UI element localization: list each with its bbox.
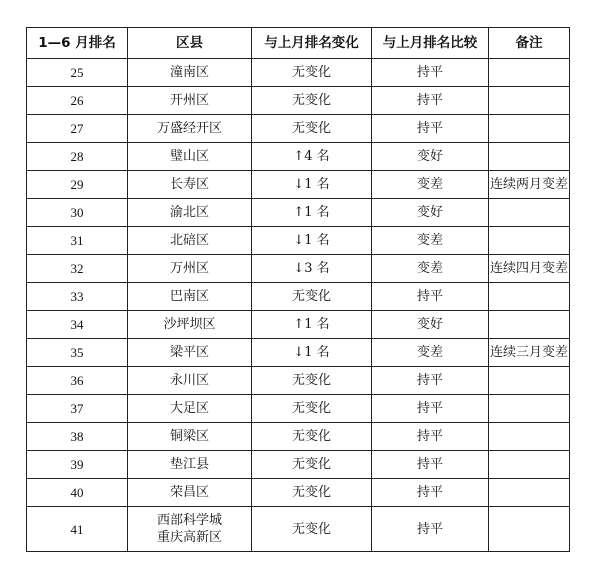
table-row <box>27 59 570 87</box>
rank-compare-cell: 变好 <box>372 143 489 171</box>
district-name: 潼南区 <box>169 65 209 80</box>
rank-compare-cell: 持平 <box>372 395 489 423</box>
rank-change-cell: 无变化 <box>252 395 372 423</box>
note-cell <box>489 283 570 311</box>
rank-compare-cell: 持平 <box>372 367 489 395</box>
table-row <box>27 255 570 283</box>
district-name: 永川区 <box>169 373 209 388</box>
rank-change-cell: 无变化 <box>252 115 372 143</box>
rank-compare-cell: 持平 <box>372 59 489 87</box>
table-body <box>27 59 570 552</box>
rank-cell: 25 <box>27 59 128 87</box>
note-cell: 连续四月变差 <box>489 255 570 283</box>
note-cell <box>489 367 570 395</box>
header-rank: 1—6 月排名 <box>27 28 128 59</box>
rank-cell: 27 <box>27 115 128 143</box>
note-cell <box>489 479 570 507</box>
rank-cell: 41 <box>27 507 128 552</box>
rank-cell: 40 <box>27 479 128 507</box>
note-cell <box>489 143 570 171</box>
rank-compare-cell: 变好 <box>372 311 489 339</box>
rank-cell: 31 <box>27 227 128 255</box>
header-rank-compare: 与上月排名比较 <box>372 28 489 59</box>
rank-change-cell: 无变化 <box>252 479 372 507</box>
district-name: 璧山区 <box>169 149 209 164</box>
rank-cell: 29 <box>27 171 128 199</box>
rank-compare-cell: 持平 <box>372 423 489 451</box>
district-cell <box>128 227 252 255</box>
rank-change-cell: 无变化 <box>252 423 372 451</box>
note-cell <box>489 199 570 227</box>
district-cell <box>128 479 252 507</box>
note-cell <box>489 507 570 552</box>
table-row <box>27 115 570 143</box>
rank-change-cell: 无变化 <box>252 507 372 552</box>
rank-compare-cell: 变好 <box>372 199 489 227</box>
note-cell <box>489 423 570 451</box>
district-name: 沙坪坝区 <box>163 317 216 332</box>
rank-change-cell: 无变化 <box>252 87 372 115</box>
header-district: 区县 <box>128 28 252 59</box>
note-cell <box>489 227 570 255</box>
district-cell <box>128 283 252 311</box>
rank-cell: 37 <box>27 395 128 423</box>
district-cell <box>128 143 252 171</box>
district-cell <box>128 255 252 283</box>
district-cell <box>128 171 252 199</box>
district-name: 渝北区 <box>169 205 209 220</box>
district-cell <box>128 87 252 115</box>
district-name: 万盛经开区 <box>156 121 222 136</box>
note-cell <box>489 451 570 479</box>
rank-compare-cell: 持平 <box>372 115 489 143</box>
rank-compare-cell: 持平 <box>372 87 489 115</box>
rank-change-cell: ↓1 名 <box>252 227 372 255</box>
district-cell <box>128 115 252 143</box>
note-cell: 连续两月变差 <box>489 171 570 199</box>
rank-compare-cell: 持平 <box>372 451 489 479</box>
note-cell <box>489 311 570 339</box>
rank-compare-cell: 变差 <box>372 255 489 283</box>
rank-change-cell: 无变化 <box>252 283 372 311</box>
rank-cell: 36 <box>27 367 128 395</box>
table-row <box>27 395 570 423</box>
rank-change-cell: ↑4 名 <box>252 143 372 171</box>
table-header-row <box>27 28 570 59</box>
district-name: 西部科学城 <box>156 513 222 528</box>
district-cell <box>128 395 252 423</box>
table-row <box>27 423 570 451</box>
rank-compare-cell: 变差 <box>372 227 489 255</box>
note-cell <box>489 59 570 87</box>
rank-compare-cell: 变差 <box>372 171 489 199</box>
table-row <box>27 507 570 552</box>
district-name: 长寿区 <box>169 177 209 192</box>
district-cell <box>128 199 252 227</box>
district-name: 梁平区 <box>169 345 209 360</box>
table-row <box>27 283 570 311</box>
district-cell <box>128 451 252 479</box>
district-cell <box>128 339 252 367</box>
district-cell <box>128 507 252 552</box>
rank-cell: 34 <box>27 311 128 339</box>
rank-cell: 30 <box>27 199 128 227</box>
district-cell <box>128 423 252 451</box>
district-name: 大足区 <box>169 401 209 416</box>
district-name: 荣昌区 <box>169 485 209 500</box>
district-name: 垫江县 <box>169 457 209 472</box>
rank-change-cell: ↓1 名 <box>252 339 372 367</box>
rank-change-cell: 无变化 <box>252 367 372 395</box>
rank-change-cell: ↓3 名 <box>252 255 372 283</box>
header-rank-change: 与上月排名变化 <box>252 28 372 59</box>
table-row <box>27 451 570 479</box>
rank-cell: 26 <box>27 87 128 115</box>
rank-cell: 33 <box>27 283 128 311</box>
table-row <box>27 339 570 367</box>
rank-change-cell: ↑1 名 <box>252 311 372 339</box>
table-row <box>27 199 570 227</box>
table-row <box>27 479 570 507</box>
district-name: 北碚区 <box>169 233 209 248</box>
district-name: 重庆高新区 <box>156 530 222 545</box>
rank-cell: 28 <box>27 143 128 171</box>
district-cell <box>128 59 252 87</box>
note-cell <box>489 87 570 115</box>
table-row <box>27 311 570 339</box>
district-cell <box>128 311 252 339</box>
ranking-table <box>26 27 570 552</box>
district-cell <box>128 367 252 395</box>
header-note: 备注 <box>489 28 570 59</box>
rank-cell: 32 <box>27 255 128 283</box>
table-row <box>27 143 570 171</box>
district-name: 开州区 <box>169 93 209 108</box>
rank-change-cell: ↓1 名 <box>252 171 372 199</box>
table-row <box>27 367 570 395</box>
district-name: 铜梁区 <box>169 429 209 444</box>
rank-cell: 38 <box>27 423 128 451</box>
rank-compare-cell: 变差 <box>372 339 489 367</box>
note-cell <box>489 395 570 423</box>
table-row <box>27 171 570 199</box>
rank-change-cell: 无变化 <box>252 59 372 87</box>
rank-compare-cell: 持平 <box>372 507 489 552</box>
table-row <box>27 227 570 255</box>
rank-cell: 39 <box>27 451 128 479</box>
table-row <box>27 87 570 115</box>
rank-compare-cell: 持平 <box>372 283 489 311</box>
district-name: 巴南区 <box>169 289 209 304</box>
district-name: 万州区 <box>169 261 209 276</box>
rank-change-cell: 无变化 <box>252 451 372 479</box>
rank-cell: 35 <box>27 339 128 367</box>
rank-change-cell: ↑1 名 <box>252 199 372 227</box>
note-cell <box>489 115 570 143</box>
rank-compare-cell: 持平 <box>372 479 489 507</box>
note-cell: 连续三月变差 <box>489 339 570 367</box>
